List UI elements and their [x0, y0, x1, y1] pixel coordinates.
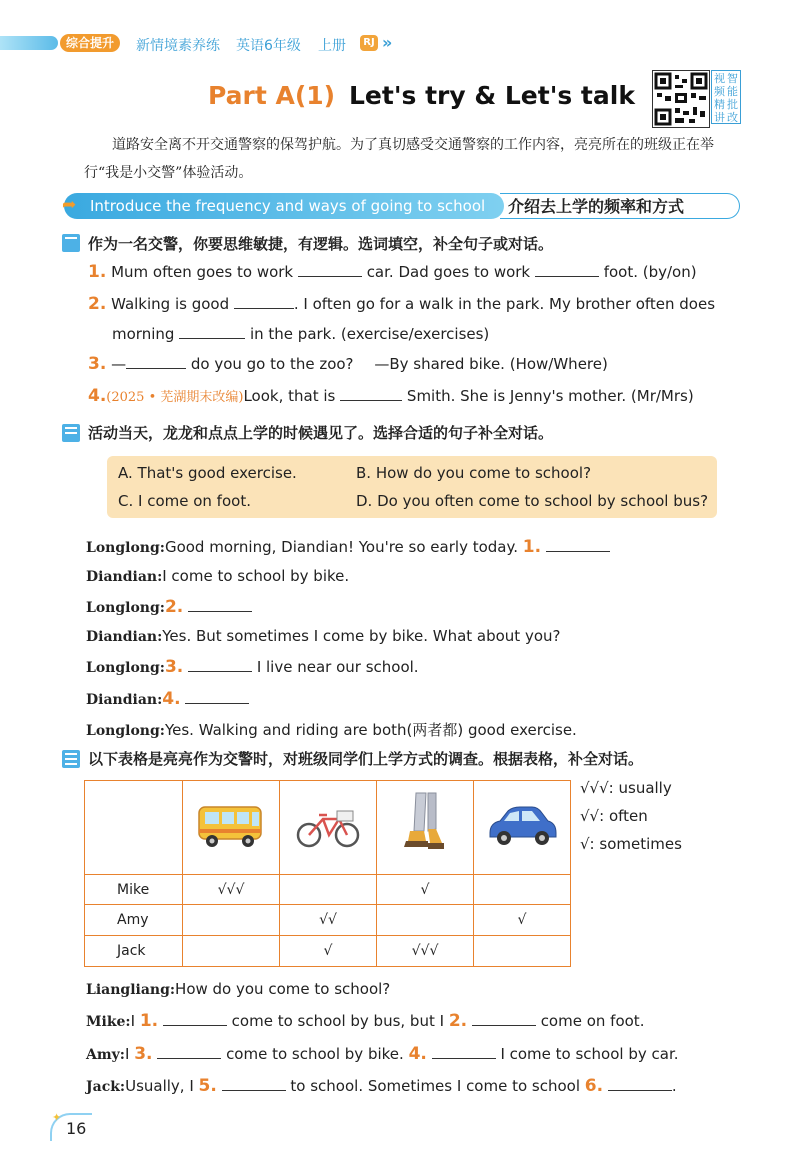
answer-blank[interactable] — [222, 1076, 286, 1091]
chevron-right-icon: » — [382, 33, 391, 52]
part-label: Part A(1) — [208, 81, 336, 110]
dialogue-line: Jack:Usually, I 5. to school. Sometimes I come to school 6. . — [86, 1076, 677, 1096]
dialogue-line: Diandian:Yes. But sometimes I come by bike. What about you? — [86, 627, 561, 645]
volume: 上册 — [318, 38, 346, 54]
table-row: Mike √√√ √ — [85, 875, 571, 905]
question-3: 3. — do you go to the zoo? —By shared bike. (How/Where) — [88, 354, 608, 374]
arrow-icon: ➦ — [62, 195, 77, 215]
video-explain-label: 视 智 频 能 精 批 讲 改 — [711, 70, 741, 124]
question-2-cont: morning in the park. (exercise/exercises) — [112, 325, 490, 343]
question-4: 4.(2025 • 芜湖期末改编)Look, that is Smith. She is Jenny's mother. (Mr/Mrs) — [88, 386, 694, 406]
table-row: Jack √ √√√ — [85, 936, 571, 967]
legend-sometimes: √: sometimes — [580, 835, 682, 853]
table-corner — [85, 781, 183, 875]
section-one-icon — [62, 234, 80, 252]
answer-blank[interactable] — [163, 1011, 227, 1026]
option-d: D. Do you often come to school by school bus? — [356, 492, 709, 510]
option-a: A. That's good exercise. — [118, 464, 297, 482]
section-one-title: 作为一名交警，你要思维敏捷，有逻辑。选词填空，补全句子或对话。 — [88, 235, 554, 253]
dialogue-line: Diandian:I come to school by bike. — [86, 567, 350, 585]
dialogue-line: Diandian:4. — [86, 689, 249, 709]
option-b: B. How do you come to school? — [356, 464, 592, 482]
survey-table — [84, 780, 571, 967]
answer-blank[interactable] — [179, 324, 245, 339]
answer-blank[interactable] — [546, 537, 610, 552]
question-2: 2. Walking is good . I often go for a walk in the park. My brother often does — [88, 294, 716, 314]
answer-blank[interactable] — [472, 1011, 536, 1026]
qr-code-icon[interactable] — [652, 70, 710, 128]
answer-blank[interactable] — [126, 354, 186, 369]
dialogue-line: Amy:I 3. come to school by bike. 4. I come to school by car. — [86, 1044, 679, 1064]
answer-blank[interactable] — [188, 597, 252, 612]
answer-blank[interactable] — [234, 294, 294, 309]
section-two-icon — [62, 424, 80, 442]
header-bar — [0, 36, 58, 50]
intro-paragraph: 道路安全离不开交通警察的保驾护航。为了真切感受交通警察的工作内容，亮亮所在的班级正在举行“我是小交警”体验活动。 — [84, 137, 714, 181]
star-icon: ✦ — [52, 1111, 62, 1124]
dialogue-line: Longlong:Good morning, Diandian! You're so early today. 1. — [86, 537, 610, 557]
answer-blank[interactable] — [432, 1044, 496, 1059]
subject-grade: 英语6年级 — [236, 38, 301, 54]
topic-banner-cn: 介绍去上学的频率和方式 — [500, 193, 740, 219]
series-logo: 综合提升 — [60, 34, 120, 52]
answer-blank[interactable] — [298, 262, 362, 277]
dialogue-line: Longlong:3. I live near our school. — [86, 657, 419, 677]
section-two-title: 活动当天，龙龙和点点上学的时候遇见了。选择合适的句子补全对话。 — [88, 424, 554, 442]
legend-usually: √√√: usually — [580, 779, 672, 797]
page-title: Let's try & Let's talk — [349, 81, 635, 110]
answer-blank[interactable] — [608, 1076, 672, 1091]
foot-icon — [377, 781, 474, 875]
car-icon — [474, 781, 571, 875]
edition-badge: RJ — [360, 35, 378, 51]
answer-blank[interactable] — [535, 262, 599, 277]
question-1: 1. Mum often goes to work car. Dad goes to work foot. (by/on) — [88, 262, 697, 282]
section-three-icon — [62, 750, 80, 768]
bus-icon — [183, 781, 280, 875]
dialogue-line: Longlong:Yes. Walking and riding are both(两者都) good exercise. — [86, 721, 577, 739]
answer-blank[interactable] — [185, 689, 249, 704]
dialogue-line: Liangliang:How do you come to school? — [86, 980, 391, 998]
legend-often: √√: often — [580, 807, 648, 825]
dialogue-line: Longlong:2. — [86, 597, 252, 617]
table-row: Amy √√ √ — [85, 905, 571, 936]
page-number: 16 — [66, 1119, 87, 1138]
bike-icon — [280, 781, 377, 875]
answer-blank[interactable] — [340, 386, 402, 401]
section-three-title: 以下表格是亮亮作为交警时，对班级同学们上学方式的调查。根据表格，补全对话。 — [88, 750, 644, 768]
topic-banner: Introduce the frequency and ways of going to school — [64, 193, 504, 219]
series-name: 新情境素养练 — [136, 38, 220, 54]
source-note: (2025 • 芜湖期末改编) — [106, 390, 244, 405]
answer-blank[interactable] — [188, 657, 252, 672]
option-c: C. I come on foot. — [118, 492, 251, 510]
dialogue-line: Mike:I 1. come to school by bus, but I 2. come on foot. — [86, 1011, 645, 1031]
answer-blank[interactable] — [157, 1044, 221, 1059]
